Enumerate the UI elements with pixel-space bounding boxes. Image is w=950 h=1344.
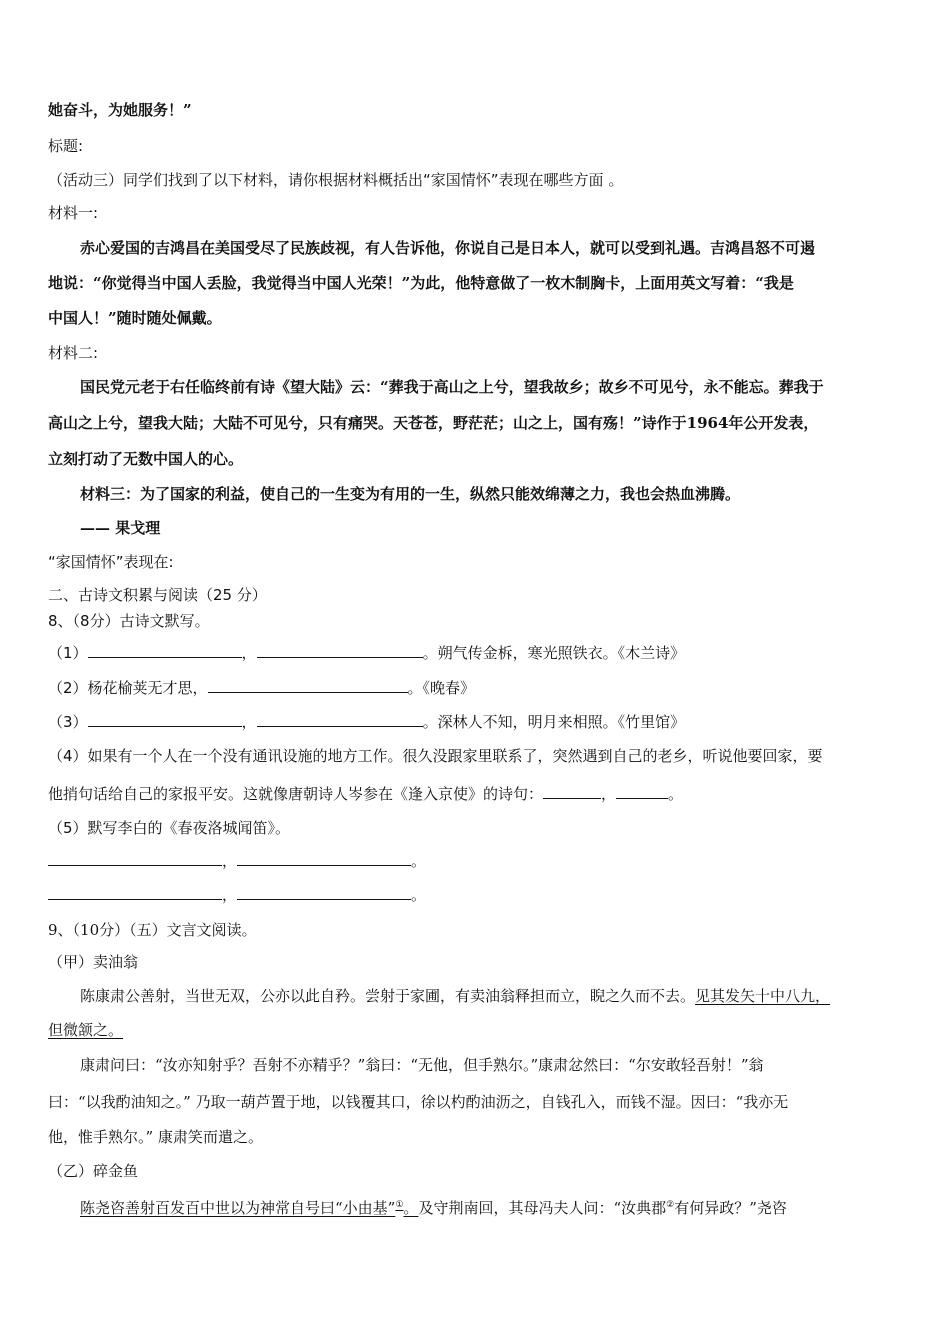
fill-blank[interactable] (616, 784, 668, 799)
question-item-2: （2）杨花榆荚无才思， 。《晚春》 (48, 679, 476, 697)
passage-text: 陈康肃公善射，当世无双，公亦以此自矜。尝射于家圃，有卖油翁释担而立，睨之久而不去。见其发矢十中八九， (80, 987, 831, 1005)
fill-blank[interactable] (48, 851, 222, 866)
passage-text: 他，惟手熟尔。” 康肃笑而遣之。 (48, 1128, 263, 1146)
question-item-4: （4）如果有一个人在一个没有通讯设施的地方工作。很久没跟家里联系了，突然遇到自己的老乡，听说他要回家，要 (48, 747, 823, 765)
question-heading: 9、（10分）（五）文言文阅读。 (48, 921, 257, 939)
material-two-text: 立刻打动了无数中国人的心。 (48, 450, 244, 468)
fill-blank[interactable] (237, 851, 411, 866)
passage-title: （甲）卖油翁 (48, 953, 139, 971)
question-item-3: （3） ， 。深林人不知，明月来相照。《竹里馆》 (48, 713, 686, 731)
material-two-text: 国民党元老于右任临终前有诗《望大陆》云：“葬我于高山之上兮，望我故乡；故乡不可见兮，永不能忘。葬我于 (80, 378, 824, 396)
fill-blank[interactable] (88, 643, 242, 658)
section-heading: 二、古诗文积累与阅读（25 分） (48, 586, 267, 604)
passage-text: 康肃问曰：“汝亦知射乎？吾射不亦精乎？”翁曰：“无他，但手熟尔。”康肃忿然曰：“尔安敢轻吾射！”翁 (80, 1056, 764, 1074)
passage-text: 陈尧咨善射百发百中世以为神常自号曰“小由基”①。及守荆南回，其母冯夫人问：“汝典郡②有何异政？”尧咨 (80, 1199, 787, 1217)
passage-title: （乙）碎金鱼 (48, 1162, 139, 1180)
material-one-text: 中国人！”随时随处佩戴。 (48, 309, 222, 327)
material-two-text: 高山之上兮，望我大陆；大陆不可见兮，只有痛哭。天苍苍，野茫茫；山之上，国有殇！”诗作于1964年公开发表， (48, 414, 819, 432)
question-heading: 8、（8分）古诗文默写。 (48, 612, 210, 630)
passage-text: 曰：“以我酌油知之。” 乃取一葫芦置于地，以钱覆其口，徐以杓酌油沥之，自钱孔入，而钱不湿。因曰：“我亦无 (48, 1093, 789, 1111)
fill-blank[interactable] (543, 784, 601, 799)
material-three-text: 材料三：为了国家的利益，使自己的一生变为有用的一生，纵然只能效绵薄之力，我也会热血沸腾。 (80, 485, 741, 503)
fill-blank[interactable] (237, 885, 411, 900)
answer-line: ， 。 (48, 885, 908, 905)
material-heading: 材料二: (48, 344, 99, 362)
text-line: 标题: (48, 137, 84, 155)
question-item-1: （1） ， 。朔气传金柝，寒光照铁衣。《木兰诗》 (48, 644, 686, 662)
passage-text: 但微颔之。 (48, 1021, 124, 1039)
fill-blank[interactable] (88, 712, 242, 727)
fill-blank[interactable] (208, 678, 408, 693)
answer-prompt: “家国情怀”表现在: (48, 553, 174, 571)
material-one-text: 赤心爱国的吉鸿昌在美国受尽了民族歧视，有人告诉他，你说自己是日本人，就可以受到礼遇。吉鸿昌怒不可遏 (80, 239, 816, 257)
text-line: 她奋斗，为她服务！” (48, 101, 192, 119)
fill-blank[interactable] (48, 885, 222, 900)
material-one-text: 地说：“你觉得当中国人丢脸，我觉得当中国人光荣！”为此，他特意做了一枚木制胸卡，上面用英文写着：“我是 (48, 274, 794, 292)
fill-blank[interactable] (257, 643, 423, 658)
question-item-5: （5）默写李白的《春夜洛城闻笛》。 (48, 819, 291, 837)
material-three-author: —— 果戈理 (80, 519, 161, 537)
material-heading: 材料一: (48, 204, 99, 222)
activity-three-prompt: （活动三）同学们找到了以下材料，请你根据材料概括出“家国情怀”表现在哪些方面 。 (48, 171, 624, 189)
question-item-4-cont: 他捎句话给自己的家报平安。这就像唐朝诗人岑参在《逢入京使》的诗句： ， 。 (48, 785, 684, 803)
fill-blank[interactable] (257, 712, 423, 727)
answer-line: ， 。 (48, 851, 908, 871)
